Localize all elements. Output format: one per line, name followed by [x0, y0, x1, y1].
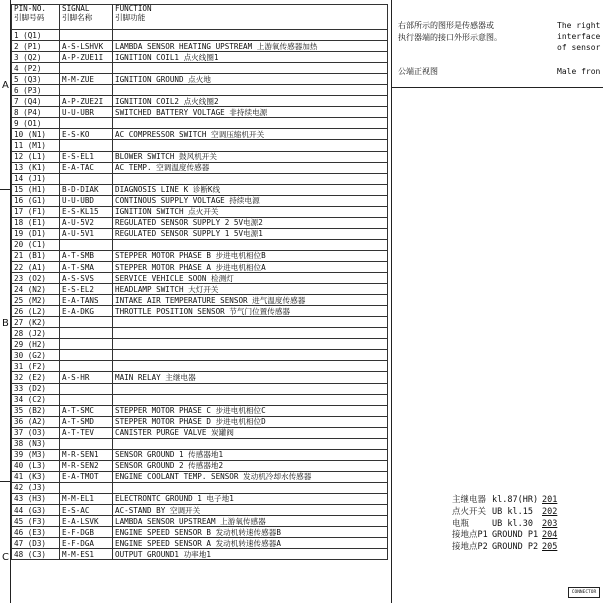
ground-label-cn: 接地点P2 [452, 542, 488, 553]
table-row [12, 405, 388, 416]
function-cell: MAIN RELAY 主继电器 [113, 372, 388, 383]
signal-cell: U-U-UBD [60, 195, 113, 206]
table-row [12, 118, 388, 129]
function-cell [113, 173, 388, 184]
function-cell: ENGINE SPEED SENSOR B 发动机转速传感器B [113, 527, 388, 538]
signal-cell: A-S-HR [60, 372, 113, 383]
header-pin-no-cn: 引脚号码 [14, 12, 45, 22]
pin-cell: 3 (Q2) [12, 52, 60, 63]
function-cell: DIAGNOSIS LINE K 诊断K线 [113, 184, 388, 195]
table-row [12, 284, 388, 295]
signal-cell: A-T-SMC [60, 405, 113, 416]
pin-cell: 39 (M3) [12, 449, 60, 460]
header-function-en: FUNCTION [115, 4, 152, 13]
table-row [12, 195, 388, 206]
table-row [12, 295, 388, 306]
signal-cell [60, 140, 113, 151]
function-cell [113, 118, 388, 129]
ground-label-number: 204 [542, 530, 558, 541]
signal-cell [60, 383, 113, 394]
zone-border-b-c [0, 481, 10, 482]
function-cell [113, 30, 388, 41]
table-row [12, 549, 388, 560]
table-row [12, 129, 388, 140]
zone-letter-c: C [2, 552, 9, 563]
function-cell: SWITCHED BATTERY VOLTAGE 非持续电源 [113, 107, 388, 118]
table-row [12, 52, 388, 63]
note-en-line2: interface [557, 32, 601, 41]
signal-cell: A-U-5V2 [60, 217, 113, 228]
ground-label-cn: 点火开关 [452, 506, 487, 517]
ground-label-pin: UB kl.30 [492, 518, 533, 529]
table-row [12, 449, 388, 460]
header-signal-en: SIGNAL [62, 4, 90, 13]
table-row [12, 306, 388, 317]
pin-cell: 41 (K3) [12, 471, 60, 482]
table-row [12, 438, 388, 449]
function-cell: BLOWER SWITCH 鼓风机开关 [113, 151, 388, 162]
function-cell [113, 350, 388, 361]
pin-cell: 11 (M1) [12, 140, 60, 151]
signal-cell: M-M-ES1 [60, 549, 113, 560]
function-cell: ENGINE SPEED SENSOR A 发动机转速传感器A [113, 538, 388, 549]
function-cell: STEPPER MOTOR PHASE C 步进电机相位C [113, 405, 388, 416]
function-cell: CONTINOUS SUPPLY VOLTAGE 持续电源 [113, 195, 388, 206]
pin-cell: 24 (N2) [12, 284, 60, 295]
connector-label-box [568, 587, 600, 598]
function-cell: STEPPER MOTOR PHASE D 步进电机相位D [113, 416, 388, 427]
function-cell: AC COMPRESSOR SWITCH 空调压缩机开关 [113, 129, 388, 140]
table-row [12, 516, 388, 527]
table-row [12, 140, 388, 151]
signal-cell: A-P-ZUE1I [60, 52, 113, 63]
signal-cell: A-T-TEV [60, 427, 113, 438]
function-cell: ENGINE COOLANT TEMP. SENSOR 发动机冷却水传感器 [113, 471, 388, 482]
table-row [12, 383, 388, 394]
table-row [12, 96, 388, 107]
pin-cell: 26 (L2) [12, 306, 60, 317]
function-cell: SENSOR GROUND 1 传感器地1 [113, 449, 388, 460]
pin-cell: 47 (D3) [12, 538, 60, 549]
pin-cell: 33 (D2) [12, 383, 60, 394]
function-cell: IGNITION GROUND 点火地 [113, 74, 388, 85]
function-cell [113, 317, 388, 328]
ground-label-pin: kl.87(HR) [492, 495, 539, 505]
connector-label: CONNECTOR [571, 590, 597, 595]
pin-cell: 25 (M2) [12, 295, 60, 306]
function-cell [113, 239, 388, 250]
note-cn-line2: 执行器端的接口外形示意图。 [398, 33, 502, 42]
header-function-cn: 引脚功能 [115, 12, 146, 22]
signal-cell: A-U-5V1 [60, 228, 113, 239]
signal-cell: B-D-DIAK [60, 184, 113, 195]
signal-cell [60, 350, 113, 361]
table-row [12, 482, 388, 493]
signal-cell [60, 63, 113, 74]
function-cell: CANISTER PURGE VALVE 炭罐阀 [113, 427, 388, 438]
pin-cell: 13 (K1) [12, 162, 60, 173]
signal-cell [60, 438, 113, 449]
pin-cell: 48 (C3) [12, 549, 60, 560]
ground-label-number: 202 [542, 506, 558, 517]
table-row [12, 85, 388, 96]
signal-cell: M-M-EL1 [60, 493, 113, 504]
zone-letter-b: B [2, 318, 9, 329]
signal-cell: E-A-TAC [60, 162, 113, 173]
table-row [12, 416, 388, 427]
table-row [12, 317, 388, 328]
pin-cell: 1 (Q1) [12, 30, 60, 41]
note-en-line1: The right [557, 21, 601, 30]
pin-cell: 28 (J2) [12, 328, 60, 339]
view-label-en: Male fron [557, 67, 601, 76]
pin-cell: 42 (J3) [12, 482, 60, 493]
pin-cell: 4 (P2) [12, 63, 60, 74]
signal-cell [60, 394, 113, 405]
pin-cell: 37 (O3) [12, 427, 60, 438]
function-cell: THROTTLE POSITION SENSOR 节气门位置传感器 [113, 306, 388, 317]
function-cell: STEPPER MOTOR PHASE A 步进电机相位A [113, 261, 388, 272]
pin-cell: 46 (E3) [12, 527, 60, 538]
ground-label-row [452, 540, 566, 552]
function-cell: LAMBDA SENSOR UPSTREAM 上游氧传感器 [113, 516, 388, 527]
pin-cell: 22 (A1) [12, 261, 60, 272]
header-pin-no [12, 5, 60, 30]
zone-border-a-b [0, 189, 10, 190]
function-cell: LAMBDA SENSOR HEATING UPSTREAM 上游氧传感器加热 [113, 41, 388, 52]
function-cell [113, 482, 388, 493]
table-row [12, 394, 388, 405]
function-cell: OUTPUT GROUND1 功率地1 [113, 549, 388, 560]
signal-cell: U-U-UBR [60, 107, 113, 118]
table-row [12, 228, 388, 239]
signal-cell: E-F-DGB [60, 527, 113, 538]
function-cell: HEADLAMP SWITCH 大灯开关 [113, 284, 388, 295]
pin-cell: 32 (E2) [12, 372, 60, 383]
table-row [12, 505, 388, 516]
pin-cell: 16 (G1) [12, 195, 60, 206]
function-cell: STEPPER MOTOR PHASE B 步进电机相位B [113, 250, 388, 261]
table-row [12, 460, 388, 471]
table-row [12, 63, 388, 74]
function-cell: REGULATED SENSOR SUPPLY 2 5V电源2 [113, 217, 388, 228]
table-row [12, 372, 388, 383]
function-cell: IGNITION SWITCH 点火开关 [113, 206, 388, 217]
signal-cell [60, 328, 113, 339]
signal-cell [60, 85, 113, 96]
ground-label-row [452, 505, 566, 517]
signal-cell: A-S-SVS [60, 273, 113, 284]
signal-cell [60, 239, 113, 250]
signal-cell: M-R-SEN2 [60, 460, 113, 471]
pin-cell: 15 (H1) [12, 184, 60, 195]
function-cell: IGNITION COIL2 点火线圈2 [113, 96, 388, 107]
pin-cell: 2 (P1) [12, 41, 60, 52]
function-cell: AC TEMP. 空调温度传感器 [113, 162, 388, 173]
ground-label-row [452, 493, 566, 505]
note-en-line3: of sensor [557, 43, 601, 52]
signal-cell: E-A-TANS [60, 295, 113, 306]
pin-cell: 35 (B2) [12, 405, 60, 416]
function-cell [113, 383, 388, 394]
function-cell [113, 438, 388, 449]
pin-cell: 18 (E1) [12, 217, 60, 228]
signal-cell: M-R-SEN1 [60, 449, 113, 460]
table-row [12, 74, 388, 85]
ground-label-cn: 接地点P1 [452, 530, 488, 541]
function-cell [113, 339, 388, 350]
signal-cell: A-S-LSHVK [60, 41, 113, 52]
signal-cell: E-S-KL15 [60, 206, 113, 217]
ground-label-row [452, 528, 566, 540]
table-row [12, 173, 388, 184]
signal-cell [60, 317, 113, 328]
pin-cell: 6 (P3) [12, 85, 60, 96]
signal-cell: A-T-SMD [60, 416, 113, 427]
signal-cell [60, 173, 113, 184]
pin-cell: 5 (Q3) [12, 74, 60, 85]
signal-cell: E-S-EL2 [60, 284, 113, 295]
pin-cell: 34 (C2) [12, 394, 60, 405]
function-cell [113, 328, 388, 339]
table-row [12, 350, 388, 361]
function-cell [113, 361, 388, 372]
function-cell [113, 140, 388, 151]
pin-cell: 14 (J1) [12, 173, 60, 184]
signal-cell: E-F-DGA [60, 538, 113, 549]
signal-cell: A-T-SMA [60, 261, 113, 272]
ground-label-number: 201 [542, 495, 558, 505]
header-signal-cn: 引脚名称 [62, 12, 93, 22]
pin-cell: 21 (B1) [12, 250, 60, 261]
ground-label-cn: 主继电器 [452, 495, 487, 505]
zone-letter-a: A [2, 80, 9, 91]
signal-cell: E-A-DKG [60, 306, 113, 317]
signal-cell: E-S-AC [60, 505, 113, 516]
function-cell: ELECTRONTC GROUND 1 电子地1 [113, 493, 388, 504]
header-pin-no-en: PIN-NO. [14, 4, 47, 13]
signal-cell: E-A-LSVK [60, 516, 113, 527]
signal-cell: E-A-TMOT [60, 471, 113, 482]
header-function [113, 5, 388, 30]
pin-cell: 27 (K2) [12, 317, 60, 328]
table-row [12, 493, 388, 504]
table-row [12, 250, 388, 261]
pin-cell: 9 (O1) [12, 118, 60, 129]
table-row [12, 328, 388, 339]
signal-cell: A-T-SMB [60, 250, 113, 261]
ground-label-pin: GROUND P2 [492, 542, 539, 553]
pin-cell: 8 (P4) [12, 107, 60, 118]
function-cell: REGULATED SENSOR SUPPLY 1 5V电源1 [113, 228, 388, 239]
pin-cell: 20 (C1) [12, 239, 60, 250]
signal-cell: A-P-ZUE2I [60, 96, 113, 107]
pin-cell: 43 (H3) [12, 493, 60, 504]
center-divider-line [391, 0, 392, 603]
right-header-line [392, 87, 603, 88]
pin-cell: 17 (F1) [12, 206, 60, 217]
signal-cell: M-M-ZUE [60, 74, 113, 85]
function-cell [113, 85, 388, 96]
pin-table-header [12, 5, 388, 30]
pin-cell: 19 (D1) [12, 228, 60, 239]
table-row [12, 538, 388, 549]
pin-cell: 7 (Q4) [12, 96, 60, 107]
function-cell: SENSOR GROUND 2 传感器地2 [113, 460, 388, 471]
table-row [12, 361, 388, 372]
table-row [12, 427, 388, 438]
pin-table-body [12, 30, 388, 560]
view-label-cn: 公端正视图 [398, 67, 438, 76]
pin-table [11, 4, 388, 560]
pin-cell: 31 (F2) [12, 361, 60, 372]
function-cell: SERVICE VEHICLE SOON 检测灯 [113, 273, 388, 284]
table-row [12, 217, 388, 228]
ground-label-pin: UB kl.15 [492, 506, 533, 517]
table-row [12, 339, 388, 350]
ground-label-number: 205 [542, 542, 558, 553]
function-cell: AC-STAND BY 空调开关 [113, 505, 388, 516]
pin-cell: 45 (F3) [12, 516, 60, 527]
pin-cell: 36 (A2) [12, 416, 60, 427]
table-row [12, 471, 388, 482]
pin-cell: 29 (H2) [12, 339, 60, 350]
table-row [12, 261, 388, 272]
signal-cell [60, 339, 113, 350]
table-row [12, 107, 388, 118]
table-row [12, 151, 388, 162]
signal-cell [60, 118, 113, 129]
signal-cell [60, 482, 113, 493]
pin-cell: 23 (O2) [12, 273, 60, 284]
function-cell [113, 394, 388, 405]
signal-cell: E-S-EL1 [60, 151, 113, 162]
signal-cell: E-S-KO [60, 129, 113, 140]
table-row [12, 162, 388, 173]
table-row [12, 239, 388, 250]
pin-cell: 30 (G2) [12, 350, 60, 361]
ground-label-row [452, 517, 566, 529]
table-row [12, 41, 388, 52]
note-cn-line1: 右部所示的图形是传感器或 [398, 21, 494, 30]
table-row [12, 206, 388, 217]
function-cell [113, 63, 388, 74]
signal-cell [60, 361, 113, 372]
table-row [12, 527, 388, 538]
pin-cell: 44 (G3) [12, 505, 60, 516]
pin-cell: 40 (L3) [12, 460, 60, 471]
table-row [12, 30, 388, 41]
header-signal [60, 5, 113, 30]
pin-cell: 38 (N3) [12, 438, 60, 449]
signal-cell [60, 30, 113, 41]
pin-cell: 12 (L1) [12, 151, 60, 162]
function-cell: INTAKE AIR TEMPERATURE SENSOR 进气温度传感器 [113, 295, 388, 306]
table-row [12, 273, 388, 284]
ground-label-cn: 电瓶 [452, 518, 470, 529]
function-cell: IGNITION COIL1 点火线圈1 [113, 52, 388, 63]
pin-cell: 10 (N1) [12, 129, 60, 140]
table-row [12, 184, 388, 195]
ground-label-pin: GROUND P1 [492, 530, 539, 541]
ground-label-number: 203 [542, 518, 558, 529]
